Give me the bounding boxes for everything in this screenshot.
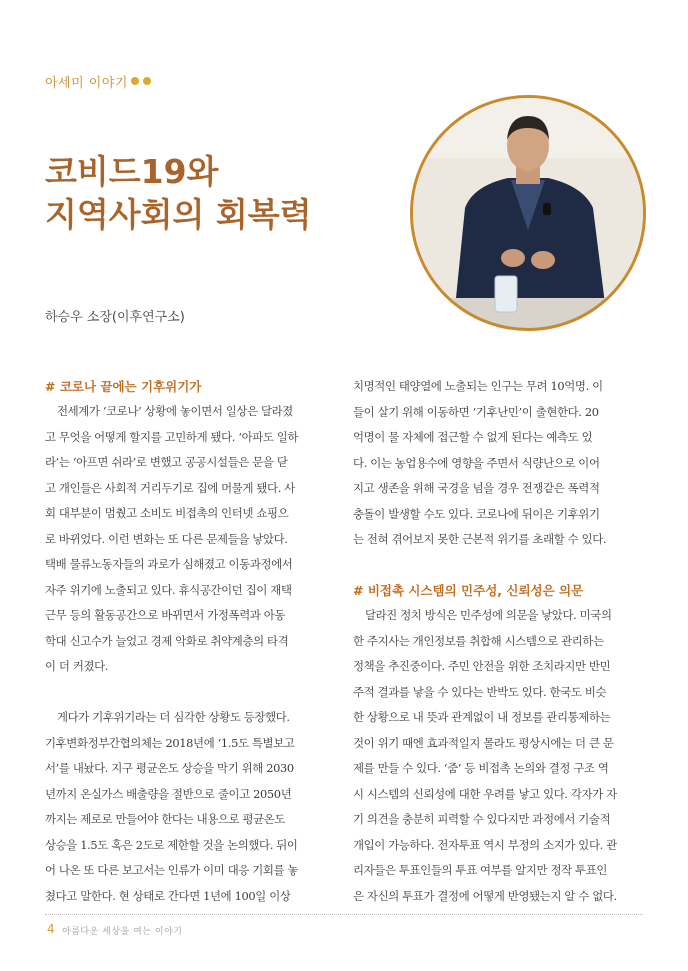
body-line: 택배 물류노동자들의 과로가 심해졌고 이동과정에서 (45, 557, 293, 571)
article-title (45, 150, 312, 236)
body-line: 달라진 정치 방식은 민주성에 의문을 낳았다. 미국의 (365, 608, 612, 622)
body-line: 들이 살기 위해 이동하면 ‘기후난민’이 출현한다. 20 (353, 404, 599, 419)
body-line: 제를 만들 수 있다. ‘줌’ 등 비접촉 논의와 결정 구조 역 (353, 761, 609, 775)
left-column (45, 374, 337, 909)
paragraph-gap (353, 553, 645, 579)
body-line: 쳤다고 말한다. 현 상태로 간다면 1년에 100일 이상 (45, 888, 291, 903)
author-photo (410, 95, 646, 331)
body-line: 자주 위기에 노출되고 있다. 휴식공간이던 집이 재택 (45, 582, 292, 597)
body-line: 시 시스템의 신뢰성에 대한 우려를 낳고 있다. 각자가 자 (353, 786, 617, 801)
body-line: 게다가 기후위기라는 더 심각한 상황도 등장했다. (57, 710, 290, 724)
body-line: 상승을 1.5도 혹은 2도로 제한할 것을 논의했다. 뒤이 (45, 837, 298, 852)
section-dots (131, 77, 151, 85)
body-line: 회 대부분이 멈췄고 소비도 비접촉의 인터넷 쇼핑으 (45, 506, 289, 520)
page-number: 4 (47, 922, 55, 936)
title-line-2: 지역사회의 회복력 (45, 195, 312, 234)
paragraph-gap (45, 680, 337, 706)
body-line: 이 더 커졌다. (45, 659, 109, 673)
section-label: 아세미 이야기 (45, 76, 128, 91)
body-line: 까지는 제로로 만들어야 한다는 내용으로 평균온도 (45, 812, 286, 826)
body-line: 개입이 가능하다. 전자투표 역시 부정의 소지가 있다. 관 (353, 837, 617, 852)
body-line: 기후변화정부간협의체는 2018년에 ‘1.5도 특별보고 (45, 735, 295, 750)
body-line: 근무 등의 활동공간으로 바뀌면서 가정폭력과 아동 (45, 608, 286, 622)
body-line: 학대 신고수가 늘었고 경제 악화로 취약계층의 타격 (45, 633, 289, 648)
body-line: 전세계가 ‘코로나’ 상황에 놓이면서 일상은 달라졌 (57, 404, 293, 418)
dot-icon (131, 77, 139, 85)
body-line: 년까지 온실가스 배출량을 절반으로 줄이고 2050년 (45, 786, 292, 801)
body-line: 리자들은 투표인들의 투표 여부를 알지만 정작 투표인 (353, 863, 607, 877)
body-line: 다. 이는 농업용수에 영향을 주면서 식량난으로 이어 (353, 455, 600, 470)
footer-divider (45, 914, 643, 915)
body-line: 충돌이 발생할 수도 있다. 코로나에 뒤이은 기후위기 (353, 506, 600, 521)
author-byline: 하승우 소장(이후연구소) (45, 310, 185, 325)
body-line: 한 상황으로 내 뜻과 관계없이 내 정보를 관리통제하는 (353, 710, 611, 724)
body-line: 지고 생존을 위해 국경을 넘을 경우 전쟁같은 폭력적 (353, 481, 600, 495)
body-line: 어 나온 또 다른 보고서는 인류가 이미 대응 기회를 놓 (45, 863, 299, 877)
section-heading-2: # 비접촉 시스템의 민주성, 신뢰성은 의문 (353, 583, 584, 598)
body-line: 서’를 내놨다. 지구 평균온도 상승을 막기 위해 2030 (45, 761, 294, 775)
body-line: 라’는 ‘아프면 쉬라’로 변했고 공공시설들은 문을 닫 (45, 455, 288, 469)
footer-publication-name: 아름다운 세상을 여는 이야기 (62, 927, 183, 937)
body-line: 고 무엇을 어떻게 할지를 고민하게 됐다. ‘아파도 일하 (45, 429, 299, 444)
speaker-photo-illustration (413, 98, 643, 328)
section-heading-1: # 코로나 끝에는 기후위기가 (45, 379, 202, 394)
body-line: 주적 결과를 낳을 수 있다는 반박도 있다. 한국도 비슷 (353, 684, 607, 699)
body-line: 것이 위기 때엔 효과적일지 몰라도 평상시에는 더 큰 문 (353, 735, 614, 750)
dot-icon (143, 77, 151, 85)
title-line-1: 코비드19와 (45, 152, 219, 191)
body-line: 한 주지사는 개인정보를 취합해 시스템으로 관리하는 (353, 633, 604, 648)
body-line: 치명적인 태양열에 노출되는 인구는 무려 10억명. 이 (353, 379, 603, 393)
body-line: 은 자신의 투표가 결정에 어떻게 반영됐는지 알 수 없다. (353, 888, 617, 903)
body-line: 로 바뀌었다. 이런 변화는 또 다른 문제들을 낳았다. (45, 531, 288, 546)
right-column (353, 374, 645, 909)
body-line: 는 전혀 겪어보지 못한 근본적 위기를 초래할 수 있다. (353, 532, 607, 546)
body-line: 정책을 추진중이다. 주민 안전을 위한 조치라지만 반민 (353, 659, 611, 673)
body-line: 억명이 물 자체에 접근할 수 없게 된다는 예측도 있 (353, 430, 593, 444)
body-line: 고 개인들은 사회적 거리두기로 집에 머물게 됐다. 사 (45, 480, 295, 495)
body-line: 기 의견을 충분히 피력할 수 있다지만 과정에서 기술적 (353, 812, 611, 826)
